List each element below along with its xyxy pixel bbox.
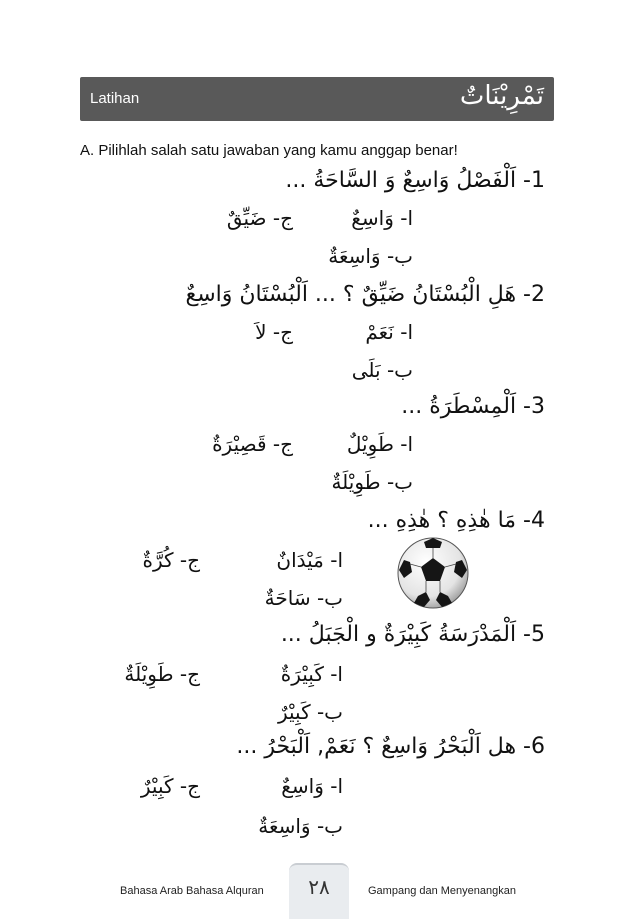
question-3-option-b: ب- طَوِيْلَةٌ <box>331 470 413 494</box>
question-4-option-c: ج- كُرَّةٌ <box>142 548 200 572</box>
instruction-text: A. Pilihlah salah satu jawaban yang kamu anggap benar! <box>80 142 458 159</box>
question-6-stem: 6- هل اَلْبَحْرُ وَاسِعٌ ؟ نَعَمْ, اَلْبَحْرُ ... <box>236 734 545 759</box>
footer-book-title: Bahasa Arab Bahasa Alquran <box>120 885 264 897</box>
question-4-option-a: ا- مَيْدَانٌ <box>276 548 343 572</box>
question-3-stem: 3- اَلْمِسْطَرَةُ ... <box>401 394 545 419</box>
question-3-option-c: ج- قَصِيْرَةٌ <box>212 432 293 456</box>
question-4-option-b: ب- سَاحَةٌ <box>264 586 343 610</box>
question-2-option-a: ا- نَعَمْ <box>365 320 413 344</box>
question-5-stem: 5- اَلْمَدْرَسَةُ كَبِيْرَةٌ و الْجَبَلُ ... <box>280 622 545 647</box>
question-1-option-b: ب- وَاسِعَةٌ <box>328 244 413 268</box>
section-title-latin: Latihan <box>90 90 140 107</box>
question-3-option-a: ا- طَوِيْلٌ <box>346 432 413 456</box>
footer-tagline: Gampang dan Menyenangkan <box>368 885 516 897</box>
question-1-option-c: ج- ضَيِّقٌ <box>226 206 293 230</box>
soccer-ball-image <box>396 536 470 610</box>
section-header-bar <box>80 77 554 121</box>
question-6-option-a: ا- وَاسِعٌ <box>281 774 343 798</box>
question-2-option-b: ب- بَلَى <box>351 358 413 382</box>
question-4-stem: 4- مَا هٰذِهِ ؟ هٰذِهِ ... <box>367 508 545 533</box>
question-5-option-a: ا- كَبِيْرَةٌ <box>280 662 343 686</box>
question-2-option-c: ج- لاَ <box>255 320 293 344</box>
question-5-option-b: ب- كَبِيْرٌ <box>277 700 343 724</box>
question-1-option-a: ا- وَاسِعٌ <box>351 206 413 230</box>
question-6-option-c: ج- كَبِيْرٌ <box>140 774 200 798</box>
page-number: ٢٨ <box>308 875 330 899</box>
question-6-option-b: ب- وَاسِعَةٌ <box>258 814 343 838</box>
section-title-arabic: تَمْرِيْنَاتٌ <box>459 81 544 111</box>
question-1-stem: 1- اَلْفَصْلُ وَاسِعٌ وَ السَّاحَةُ ... <box>285 168 545 193</box>
question-2-stem: 2- هَلِ الْبُسْتَانُ ضَيِّقٌ ؟ ... اَلْبُسْتَانُ وَاسِعٌ <box>185 282 545 307</box>
page-number-tab <box>289 863 349 919</box>
question-5-option-c: ج- طَوِيْلَةٌ <box>124 662 200 686</box>
